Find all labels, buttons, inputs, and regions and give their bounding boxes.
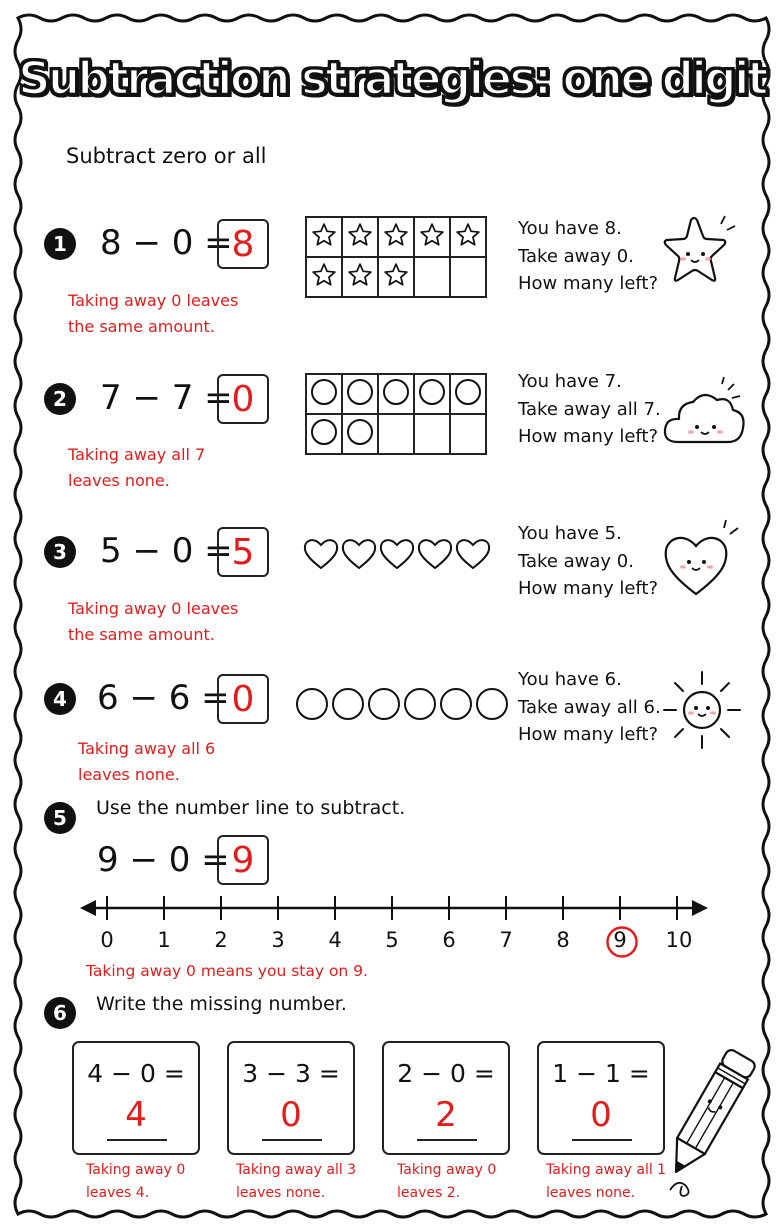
- equation: 7 − 7 =: [100, 378, 233, 418]
- answer-box[interactable]: 5: [217, 527, 269, 577]
- heart-icon: [416, 536, 454, 572]
- tick-label-highlighted: 9: [613, 928, 627, 952]
- word-problem-line: How many left?: [518, 273, 659, 294]
- ten-frame-stars: [305, 216, 487, 298]
- frame-cell: [378, 217, 414, 257]
- tick-label: 10: [665, 928, 693, 952]
- explanation-line-2: leaves none.: [68, 471, 170, 490]
- problem-number-badge: 1: [44, 228, 76, 260]
- star-icon: [383, 262, 409, 288]
- equation: 8 − 0 =: [100, 223, 233, 263]
- word-problem-line: How many left?: [518, 426, 659, 447]
- cloud-icon: [660, 372, 750, 452]
- frame-cell: [342, 374, 378, 414]
- answer-line: [262, 1139, 322, 1141]
- problem-number-badge: 5: [44, 802, 76, 834]
- explanation-line-2: leaves none.: [78, 765, 180, 784]
- frame-cell: [378, 374, 414, 414]
- answer-line: [572, 1139, 632, 1141]
- frame-cell: [450, 217, 486, 257]
- tick-label: 0: [100, 928, 114, 952]
- explanation: Taking away 0 means you stay on 9.: [86, 962, 368, 980]
- problem-card: [382, 1041, 510, 1155]
- frame-cell: [306, 374, 342, 414]
- heart-icon: [378, 536, 416, 572]
- explanation-line-1: Taking away all 7: [68, 445, 206, 464]
- tick-label: 6: [442, 928, 456, 952]
- tick-label: 7: [499, 928, 513, 952]
- explanation-line-2: the same amount.: [68, 317, 215, 336]
- card-answer[interactable]: 2: [435, 1095, 457, 1135]
- circle-icon: [382, 378, 410, 406]
- problem-card: [227, 1041, 355, 1155]
- number-line: [78, 890, 710, 926]
- word-problem-line: How many left?: [518, 578, 659, 599]
- circle-icon: [454, 378, 482, 406]
- frame-cell: [378, 257, 414, 297]
- answer-box[interactable]: 0: [217, 674, 269, 724]
- star-icon: [347, 222, 373, 248]
- frame-cell: [342, 257, 378, 297]
- circle-icon: [474, 686, 510, 722]
- card-note-line-2: leaves none.: [546, 1185, 636, 1201]
- star-icon: [655, 210, 741, 296]
- equation: 9 − 0 =: [97, 840, 230, 880]
- card-note-line-2: leaves none.: [236, 1185, 326, 1201]
- frame-cell: [450, 374, 486, 414]
- star-icon: [455, 222, 481, 248]
- circle-icon: [346, 378, 374, 406]
- word-problem-line: You have 6.: [518, 669, 622, 690]
- circle-icon: [402, 686, 438, 722]
- word-problem-line: Take away all 6.: [518, 696, 661, 718]
- card-note-line-1: Taking away 0: [86, 1162, 186, 1178]
- frame-cell: [414, 217, 450, 257]
- heart-icon: [340, 536, 378, 572]
- explanation-line-1: Taking away 0 leaves: [68, 291, 239, 310]
- card-note-line-1: Taking away all 1: [546, 1162, 667, 1178]
- word-problem-line: Take away 0.: [518, 245, 634, 267]
- equation: 6 − 6 =: [97, 678, 230, 718]
- answer-box[interactable]: 9: [217, 835, 269, 885]
- circle-icon: [310, 418, 338, 446]
- frame-cell: [342, 414, 378, 454]
- word-problem-line: You have 5.: [518, 523, 622, 544]
- explanation-line-1: Taking away all 6: [78, 739, 216, 758]
- circle-row: [294, 686, 510, 722]
- tick-label: 1: [157, 928, 171, 952]
- tick-label: 5: [385, 928, 399, 952]
- problem-card: [72, 1041, 200, 1155]
- word-problem-line: You have 7.: [518, 371, 622, 392]
- frame-cell: [306, 257, 342, 297]
- card-note-line-2: leaves 2.: [397, 1185, 461, 1201]
- heart-icon: [454, 536, 492, 572]
- card-answer[interactable]: 0: [280, 1095, 302, 1135]
- problem-number-badge: 4: [44, 683, 76, 715]
- equation: 5 − 0 =: [100, 531, 233, 571]
- word-problem: [518, 520, 658, 603]
- frame-cell: [306, 217, 342, 257]
- word-problem-line: How many left?: [518, 724, 659, 745]
- tick-label: 3: [271, 928, 285, 952]
- answer-circle-marker: [605, 925, 639, 959]
- card-note-line-1: Taking away all 3: [236, 1162, 357, 1178]
- sun-icon: [660, 668, 744, 752]
- frame-cell-empty: [414, 257, 450, 297]
- card-note-line-1: Taking away 0: [397, 1162, 497, 1178]
- word-problem-line: Take away all 7.: [518, 398, 661, 420]
- frame-cell: [342, 217, 378, 257]
- heart-icon: [660, 514, 746, 600]
- tick-label: 8: [556, 928, 570, 952]
- answer-box[interactable]: 0: [217, 374, 269, 424]
- word-problem-line: You have 8.: [518, 218, 622, 239]
- circle-icon: [366, 686, 402, 722]
- worksheet-title: Subtraction strategies: one digit: [18, 52, 766, 105]
- word-problem: [518, 666, 661, 749]
- instruction: Use the number line to subtract.: [96, 797, 406, 819]
- answer-line: [107, 1139, 167, 1141]
- card-answer[interactable]: 4: [125, 1095, 147, 1135]
- tick-label: 4: [328, 928, 342, 952]
- heart-row: [302, 536, 492, 572]
- circle-icon: [418, 378, 446, 406]
- worksheet-subtitle: Subtract zero or all: [66, 144, 267, 168]
- problem-number-badge: 3: [44, 536, 76, 568]
- word-problem: [518, 215, 658, 298]
- star-icon: [311, 262, 337, 288]
- star-icon: [311, 222, 337, 248]
- tick-label: 2: [214, 928, 228, 952]
- instruction: Write the missing number.: [96, 993, 347, 1015]
- card-equation: 3 − 3 =: [242, 1059, 340, 1088]
- card-equation: 1 − 1 =: [552, 1059, 650, 1088]
- word-problem-line: Take away 0.: [518, 550, 634, 572]
- frame-cell-empty: [450, 257, 486, 297]
- problem-number-badge: 2: [44, 383, 76, 415]
- frame-cell: [306, 414, 342, 454]
- circle-icon: [330, 686, 366, 722]
- frame-cell: [414, 374, 450, 414]
- circle-icon: [310, 378, 338, 406]
- problem-card: [537, 1041, 665, 1155]
- answer-line: [417, 1139, 477, 1141]
- pencil-icon: [656, 1040, 756, 1200]
- star-icon: [347, 262, 373, 288]
- answer-box[interactable]: 8: [217, 219, 269, 269]
- explanation-line-2: the same amount.: [68, 625, 215, 644]
- card-answer[interactable]: 0: [590, 1095, 612, 1135]
- star-icon: [383, 222, 409, 248]
- circle-icon: [438, 686, 474, 722]
- card-equation: 4 − 0 =: [87, 1059, 185, 1088]
- frame-cell-empty: [378, 414, 414, 454]
- problem-number-badge: 6: [44, 997, 76, 1029]
- frame-cell-empty: [414, 414, 450, 454]
- ten-frame-circles: [305, 373, 487, 455]
- explanation-line-1: Taking away 0 leaves: [68, 599, 239, 618]
- circle-icon: [294, 686, 330, 722]
- card-note-line-2: leaves 4.: [86, 1185, 150, 1201]
- heart-icon: [302, 536, 340, 572]
- word-problem: [518, 368, 661, 451]
- card-equation: 2 − 0 =: [397, 1059, 495, 1088]
- circle-icon: [346, 418, 374, 446]
- frame-cell-empty: [450, 414, 486, 454]
- star-icon: [419, 222, 445, 248]
